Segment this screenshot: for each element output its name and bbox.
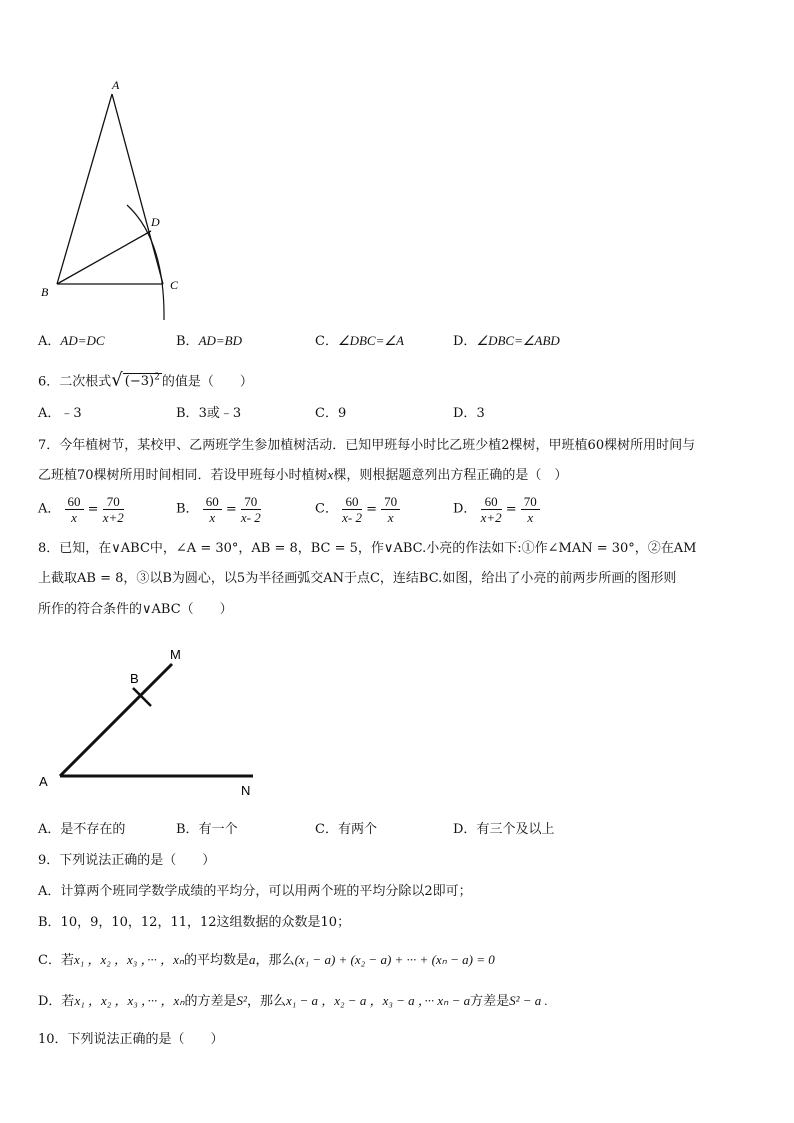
- q8-option-b: B．有一个: [176, 822, 238, 837]
- segment-ab: [57, 94, 112, 284]
- q6-option-d: D．3: [453, 406, 485, 421]
- q7-line2: 乙班植70棵树所用时间相同．若设甲班每小时植树x棵，则根据题意列出方程正确的是（ ）: [38, 467, 568, 483]
- q10-stem: 10．下列说法正确的是（ ）: [38, 1032, 224, 1047]
- label-a: A: [112, 78, 120, 92]
- label-n: N: [241, 783, 251, 798]
- q6-stem: 6．二次根式√ $(-3)^2$ 的值是（ ）: [38, 369, 253, 391]
- q9-option-c: C．若x₁ ，x₂ ，x₃ ，··· ，xₙ的平均数是a，那么(x₁ − a) + (x₂ − a) + ··· + (xₙ − a) = 0: [38, 952, 495, 968]
- label-b2: B: [130, 671, 139, 686]
- q8-option-d: D．有三个及以上: [453, 822, 555, 837]
- label-d: D: [151, 215, 160, 229]
- label-b: B: [41, 285, 49, 299]
- q7-line1: 7．今年植树节，某校甲、乙两班学生参加植树活动．已知甲班每小时比乙班少植2棵树，甲班植60棵树所用时间与: [38, 438, 696, 453]
- q5-option-b: B．AD=BD: [176, 333, 242, 349]
- label-a2: A: [39, 774, 48, 789]
- segment-bd: [57, 231, 151, 284]
- sqrt-icon: √: [111, 369, 123, 391]
- q7-option-a: A． $\frac{60}{x}$ = $\frac{70}{x+2}$: [38, 494, 124, 525]
- angle-figure: [30, 640, 270, 800]
- q8-line2: 上截取AB = 8，③以B为圆心，以5为半径画弧交AN于点C，连结BC.如图，给出了小亮的前两步所画的图形则: [38, 571, 677, 586]
- segment-ac: [112, 94, 163, 284]
- q7-option-d: D． $\frac{60}{x+2}$ = $\frac{70}{x}$: [453, 494, 540, 525]
- q7-option-b: B． $\frac{60}{x}$ = $\frac{70}{x- 2}$: [176, 494, 261, 525]
- q6-option-c: C．9: [315, 406, 347, 421]
- tick-mark-b: [133, 688, 151, 706]
- q6-option-a: A．﹣3: [38, 406, 82, 421]
- triangle-figure: [30, 75, 190, 325]
- q8-option-c: C．有两个: [315, 822, 377, 837]
- q9-option-a: A．计算两个班同学数学成绩的平均分，可以用两个班的平均分除以2即可；: [38, 884, 472, 899]
- q8-line3: 所作的符合条件的∨ABC（ ）: [38, 602, 233, 617]
- q9-stem: 9．下列说法正确的是（ ）: [38, 853, 216, 868]
- label-m: M: [170, 647, 181, 662]
- q5-option-a: A．AD=DC: [38, 333, 105, 349]
- q5-option-d: D．∠DBC=∠ABD: [453, 333, 560, 349]
- ray-am: [60, 664, 172, 776]
- q9-option-d: D．若x₁ ，x₂ ，x₃ ，··· ，xₙ的方差是S²，那么x₁ − a ，x₂ − a ，x₃ − a ，··· xₙ − a方差是S² − a .: [38, 993, 548, 1009]
- q9-option-b: B．10，9，10，12，11，12这组数据的众数是10；: [38, 915, 351, 930]
- label-c: C: [170, 278, 179, 292]
- q6-option-b: B．3或﹣3: [176, 406, 242, 421]
- q7-option-c: C． $\frac{60}{x- 2}$ = $\frac{70}{x}$: [315, 494, 400, 525]
- q8-line1: 8．已知，在∨ABC中，∠A = 30°，AB = 8，BC = 5，作∨ABC.小亮的作法如下:①作∠MAN = 30°，②在AM: [38, 541, 697, 556]
- q8-option-a: A．是不存在的: [38, 822, 126, 837]
- q5-option-c: C．∠DBC=∠A: [315, 333, 404, 349]
